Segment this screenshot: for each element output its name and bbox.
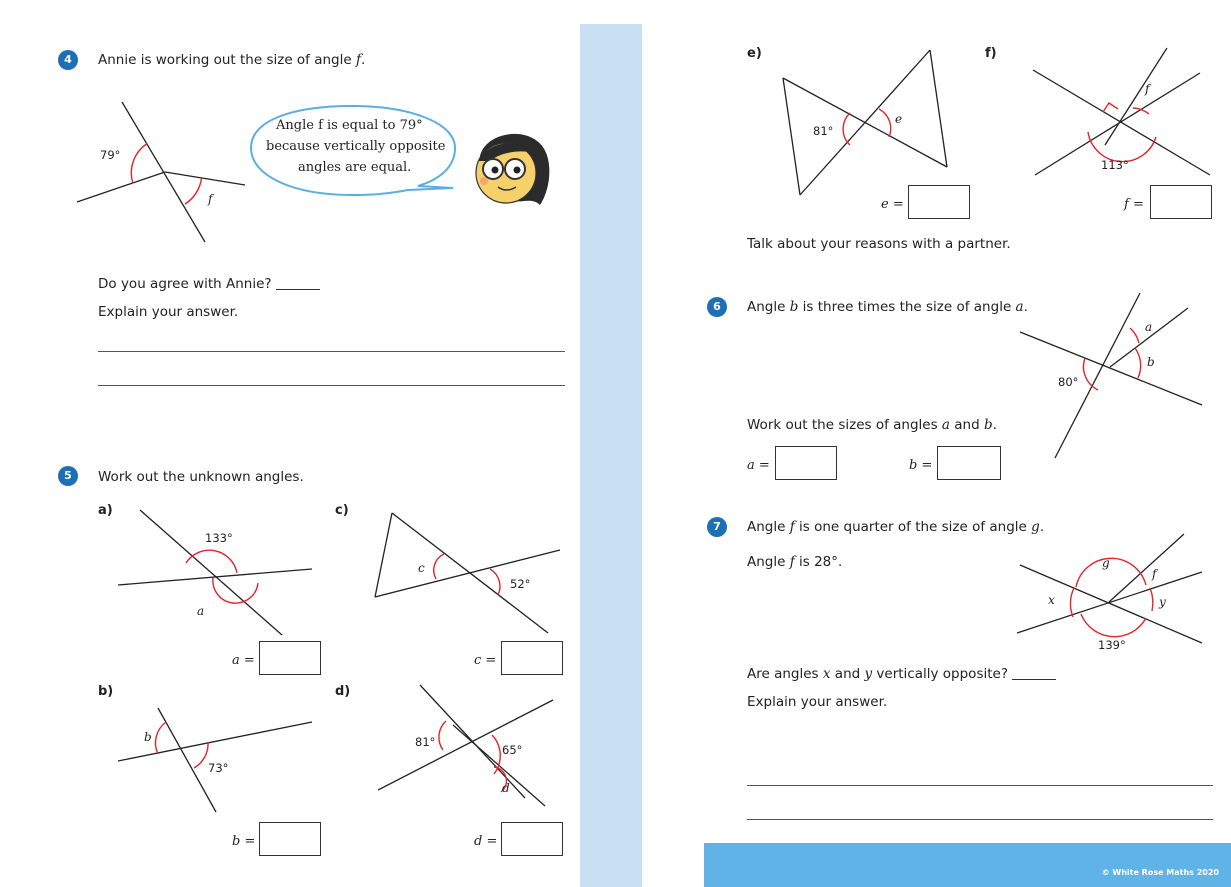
q5f-label: f) <box>985 46 997 61</box>
q6-prompt <box>747 299 1028 315</box>
q7-question-blank[interactable] <box>1012 679 1056 680</box>
q6-eq-a-var: a <box>747 458 755 473</box>
q5b-angle-73: 73° <box>208 761 229 775</box>
q6-answer-box-b[interactable] <box>937 446 1001 480</box>
q6-diagram <box>1015 290 1215 460</box>
q4-answer-line-1[interactable] <box>98 351 565 352</box>
bubble-line-2: because vertically opposite <box>266 139 446 154</box>
bubble-line-1: Angle f is equal to 79° <box>276 118 423 133</box>
q7-var-x: x <box>1048 593 1055 607</box>
q6-var-b: b <box>1147 355 1155 369</box>
q4-explain: Explain your answer. <box>98 304 239 320</box>
q4-angle-79: 79° <box>100 148 121 162</box>
q6-angle-80: 80° <box>1058 375 1079 389</box>
q5d-eq-var: d <box>474 834 483 849</box>
q5a-diagram <box>110 505 320 640</box>
q4-prompt-end: . <box>360 52 366 68</box>
q6-eq-b-var: b <box>909 458 918 473</box>
q4-agree-text: Do you agree with Annie? <box>98 276 272 292</box>
q6-eq-b: b = <box>909 458 933 473</box>
q5b-diagram <box>110 700 320 815</box>
q5f-diagram <box>1025 45 1215 185</box>
q4-diagram <box>60 95 260 255</box>
q5e-answer-box[interactable] <box>908 185 970 219</box>
q7-line2-text-1: Angle <box>747 554 790 570</box>
q5d-label: d) <box>335 684 351 699</box>
q6-prompt-text-1: Angle <box>747 299 790 315</box>
q4-prompt <box>98 52 365 68</box>
q7-question-var-x: x <box>822 666 831 682</box>
question-6-badge: 6 <box>707 297 727 317</box>
bubble-line-3: angles are equal. <box>298 160 412 175</box>
q6-answer-box-a[interactable] <box>775 446 837 480</box>
q6-prompt-var-a: a <box>1015 299 1024 315</box>
q7-diagram <box>1012 530 1212 655</box>
q6-prompt-text-2: is three times the size of angle <box>798 299 1016 315</box>
q5e-eq: e = <box>881 197 904 212</box>
q5f-answer-box[interactable] <box>1150 185 1212 219</box>
q7-question <box>747 666 1056 682</box>
q6-work-end: . <box>992 417 997 433</box>
q5a-eq-var: a <box>232 653 240 668</box>
q5c-label: c) <box>335 503 349 518</box>
q5b-eq-var: b <box>232 834 241 849</box>
page-spine <box>580 24 642 887</box>
q5f-angle-113: 113° <box>1101 158 1129 172</box>
q4-answer-line-2[interactable] <box>98 385 565 386</box>
q7-question-text-1: Are angles <box>747 666 823 682</box>
q4-agree <box>98 276 320 292</box>
q5e-diagram <box>775 45 960 200</box>
q5c-angle-52: 52° <box>510 577 531 591</box>
q7-line2 <box>747 554 842 570</box>
q5a-angle-133: 133° <box>205 531 233 545</box>
q5a-answer-box[interactable] <box>259 641 321 675</box>
q7-explain: Explain your answer. <box>747 694 888 710</box>
question-5-badge: 5 <box>58 466 78 486</box>
q6-work-var-a: a <box>941 417 950 433</box>
q5d-eq: d = <box>474 834 498 849</box>
q5a-var: a <box>197 604 205 618</box>
q7-line1-var-g: g <box>1031 519 1040 535</box>
q4-prompt-text: Annie is working out the size of angle <box>98 52 356 68</box>
q5e-var: e <box>895 112 903 126</box>
q7-var-y: y <box>1159 595 1166 609</box>
q5b-label: b) <box>98 684 114 699</box>
q7-answer-line-1[interactable] <box>747 785 1213 786</box>
footer-band <box>704 843 1231 887</box>
q5c-eq-var: c <box>474 653 482 668</box>
q7-line1-text-2: is one quarter of the size of angle <box>794 519 1032 535</box>
q5b-var: b <box>144 730 152 744</box>
q5d-angle-65: 65° <box>502 743 523 757</box>
q7-answer-line-2[interactable] <box>747 819 1213 820</box>
q7-var-f: f <box>1152 567 1157 581</box>
annie-character <box>462 127 557 212</box>
q7-var-g: g <box>1102 556 1110 570</box>
q7-line2-var-f: f <box>789 554 795 570</box>
q5d-diagram <box>370 680 570 810</box>
q5f-var: f <box>1145 82 1150 96</box>
q5d-angle-81: 81° <box>415 735 436 749</box>
q4-angle-f: f <box>208 192 213 206</box>
q5-prompt: Work out the unknown angles. <box>98 469 304 485</box>
q5e-angle-81: 81° <box>813 124 834 138</box>
q5b-eq: b = <box>232 834 256 849</box>
q4-prompt-var: f <box>355 52 361 68</box>
q7-line2-text-2: is 28°. <box>794 554 843 570</box>
q6-work-var-b: b <box>983 417 993 433</box>
q7-line1-var-f: f <box>789 519 795 535</box>
q6-prompt-var-b: b <box>789 299 799 315</box>
q5a-eq: a = <box>232 653 255 668</box>
q5f-eq-var: f <box>1124 197 1129 212</box>
q5e-label: e) <box>747 46 762 61</box>
q7-question-and: and <box>830 666 865 682</box>
q6-work-and: and <box>949 417 984 433</box>
q5c-diagram <box>370 505 570 640</box>
q6-eq-a: a = <box>747 458 770 473</box>
q5d-var: d <box>502 781 510 795</box>
q5-talk: Talk about your reasons with a partner. <box>747 236 1011 252</box>
q7-line1 <box>747 519 1044 535</box>
q5c-answer-box[interactable] <box>501 641 563 675</box>
q6-var-a: a <box>1145 320 1153 334</box>
q5f-eq: f = <box>1124 197 1144 212</box>
q5e-eq-var: e <box>881 197 889 212</box>
q5b-answer-box[interactable] <box>259 822 321 856</box>
q5a-label: a) <box>98 503 113 518</box>
question-7-badge: 7 <box>707 517 727 537</box>
q7-question-end: vertically opposite? <box>872 666 1008 682</box>
q5c-eq: c = <box>474 653 497 668</box>
q4-agree-blank[interactable] <box>276 289 320 290</box>
q7-line1-text-1: Angle <box>747 519 790 535</box>
question-4-badge: 4 <box>58 50 78 70</box>
q6-prompt-end: . <box>1023 299 1028 315</box>
q6-work-text: Work out the sizes of angles <box>747 417 942 433</box>
q7-angle-139: 139° <box>1098 638 1126 652</box>
q5c-var: c <box>418 561 425 575</box>
q7-line1-end: . <box>1039 519 1045 535</box>
q7-question-var-y: y <box>864 666 873 682</box>
q6-work <box>747 417 997 433</box>
q5d-answer-box[interactable] <box>501 822 563 856</box>
copyright-text: © White Rose Maths 2020 <box>1101 868 1219 877</box>
